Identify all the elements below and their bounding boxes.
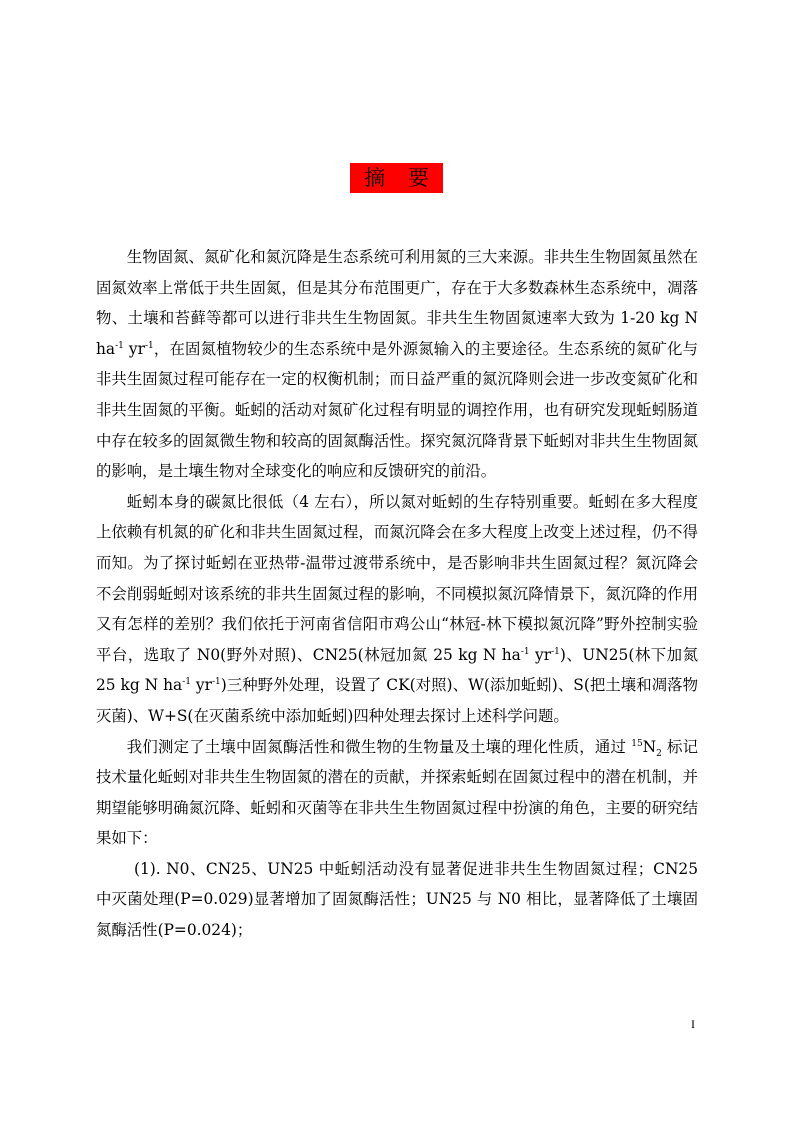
result-item-1: (1). N0、CN25、UN25 中蚯蚓活动没有显著促进非共生生物固氮过程；CN25 中灭菌处理(P=0.029)显著增加了固氮酶活性；UN25 与 N0 相比，显著降低了土壤固氮酶活性(P=0.024)； <box>96 859 698 940</box>
abstract-body <box>96 242 698 946</box>
title-container <box>0 163 793 193</box>
paragraph-3: 我们测定了土壤中固氮酶活性和微生物的生物量及土壤的理化性质，通过 $^{15}N_2$ 标记技术量化蚯蚓对非共生生物固氮的潜在的贡献，并探索蚯蚓在固氮过程中的潜在机制，并期望能够明确氮沉降、蚯蚓和灭菌等在非共生生物固氮过程中扮演的角色，主要的研究结果如下： <box>96 737 698 848</box>
paragraph-1: 生物固氮、氮矿化和氮沉降是生态系统可利用氮的三大来源。非共生生物固氮虽然在固氮效率上常低于共生固氮，但是其分布范围更广，存在于大多数森林生态系统中，凋落物、土壤和苔藓等都可以进行非共生生物固氮。非共生生物固氮速率大致为 1-20 kg N $ha^{-1}$ $yr^{-1}$，在固氮植物较少的生态系统中是外源氮输入的主要途径。生态系统的氮矿化与非共生固氮过程可能存在一定的权衡机制；而日益严重的氮沉降则会进一步改变氮矿化和非共生固氮的平衡。蚯蚓的活动对氮矿化过程有明显的调控作用，也有研究发现蚯蚓肠道中存在较多的固氮微生物和较高的固氮酶活性。探究氮沉降背景下蚯蚓对非共生生物固氮的影响，是土壤生物对全球变化的响应和反馈研究的前沿。 <box>96 248 698 481</box>
page-number: I <box>691 1017 695 1031</box>
paragraph-2: 蚯蚓本身的碳氮比很低（4 左右），所以氮对蚯蚓的生存特别重要。蚯蚓在多大程度上依赖有机氮的矿化和非共生固氮过程，而氮沉降会在多大程度上改变上述过程，仍不得而知。为了探讨蚯蚓在亚热带-温带过渡带系统中，是否影响非共生固氮过程？氮沉降会不会削弱蚯蚓对该系统的非共生固氮过程的影响，不同模拟氮沉降情景下，氮沉降的作用又有怎样的差别？我们依托于河南省信阳市鸡公山“林冠-林下模拟氮沉降”野外控制实验平台，选取了 N0(野外对照)、CN25(林冠加氮 25 kg N $ha^{-1}$ $yr^{-1}$)、UN25(林下加氮 25 kg N $ha^{-1}$ $yr^{-1}$)三种野外处理，设置了 CK(对照)、W(添加蚯蚓)、S(把土壤和凋落物灭菌)、W+S(在灭菌系统中添加蚯蚓)四种处理去探讨上述科学问题。 <box>96 492 698 725</box>
page-title: 摘 要 <box>350 163 443 193</box>
